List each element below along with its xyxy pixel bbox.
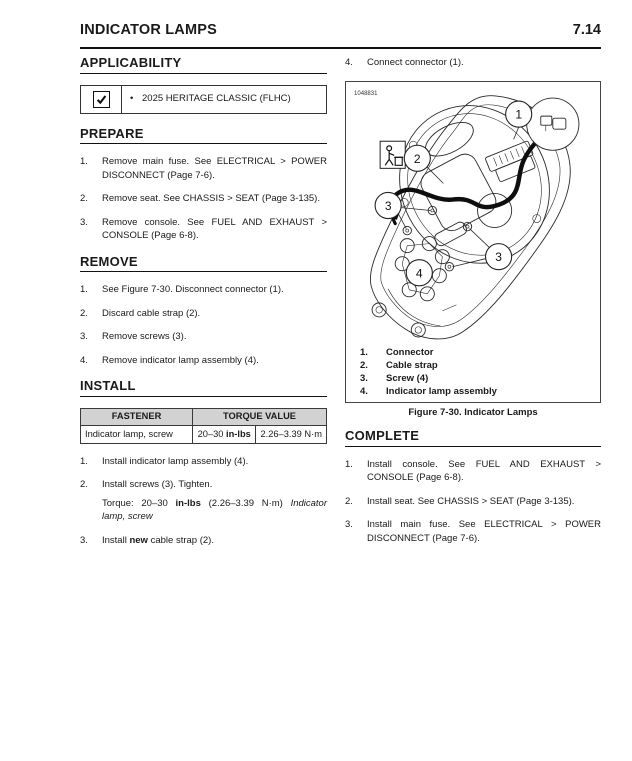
step-text: See Figure 7-30. Disconnect connector (1). — [102, 284, 284, 295]
prepare-step — [80, 155, 327, 182]
install-step-continued — [345, 56, 601, 70]
remove-step — [80, 330, 327, 344]
step-number: 1. — [80, 284, 88, 295]
step-number: 2. — [80, 307, 88, 319]
remove-step — [80, 307, 327, 321]
step-text: Install seat. See CHASSIS > SEAT (Page 3-135). — [367, 495, 575, 507]
step-number: 3. — [80, 216, 88, 228]
fastener-header: FASTENER — [81, 408, 193, 426]
page-number: 7.14 — [572, 22, 601, 38]
right-column — [345, 56, 601, 555]
legend-label: Cable strap — [386, 359, 438, 371]
step-number: 3. — [345, 519, 353, 531]
step-text: Remove indicator lamp assembly (4). — [102, 354, 259, 366]
grommets — [372, 302, 425, 336]
svg-text:4: 4 — [415, 265, 423, 280]
left-column — [80, 56, 327, 557]
step-number: 2. — [80, 479, 88, 490]
legend-label: Screw (4) — [386, 372, 429, 384]
torque-table-row — [81, 426, 327, 444]
model-name: 2025 HERITAGE CLASSIC (FLHC) — [142, 93, 291, 105]
legend-item: 3. Screw (4) — [360, 372, 429, 384]
section-complete: COMPLETE — [345, 429, 601, 447]
checkbox-cell — [81, 86, 122, 113]
step-text — [102, 478, 327, 524]
step-line: Install screws (3). Tighten. — [102, 479, 213, 490]
section-prepare: PREPARE — [80, 127, 327, 145]
step-number: 4. — [345, 57, 353, 68]
section-install: INSTALL — [80, 379, 327, 397]
remove-step — [80, 283, 327, 297]
step-text: Discard cable strap (2). — [102, 307, 201, 319]
wiring-harness — [388, 130, 547, 223]
step-text: Install main fuse. See ELECTRICAL > POWER DISCONNECT (Page 7-6). — [367, 519, 601, 544]
torque-us-cell: 20–30 in-lbs — [192, 426, 256, 444]
torque-spec: Torque: 20–30 in-lbs (2.26–3.39 N·m) Indicator lamp, screw — [102, 497, 327, 522]
figure-caption: Figure 7-30. Indicator Lamps — [408, 406, 538, 418]
torque-metric-cell: 2.26–3.39 N·m — [256, 426, 327, 444]
callout-1 — [506, 101, 532, 127]
step-text: Remove seat. See CHASSIS > SEAT (Page 3-135). — [102, 193, 320, 204]
connector-detail — [527, 98, 579, 150]
callout-3-right — [486, 243, 512, 269]
bullet: • — [130, 93, 134, 105]
step-number: 3. — [80, 534, 88, 546]
step-number: 2. — [345, 495, 353, 507]
svg-text:2: 2 — [413, 151, 421, 166]
discard-icon — [380, 141, 405, 168]
page-header — [80, 22, 601, 38]
install-step — [80, 455, 327, 469]
figure-image-id: 1048831 — [354, 90, 378, 97]
step-number: 4. — [80, 354, 88, 366]
checkmark-icon — [96, 94, 107, 105]
install-step — [80, 478, 327, 524]
page-title: INDICATOR LAMPS — [80, 22, 217, 38]
console-diagram — [346, 82, 600, 345]
svg-text:1: 1 — [515, 107, 523, 122]
torque-table — [80, 408, 327, 444]
model-cell — [122, 86, 326, 113]
remove-step — [80, 354, 327, 368]
legend-label: Connector — [386, 346, 434, 358]
fastener-cell: Indicator lamp, screw — [81, 426, 193, 444]
step-number: 1. — [80, 455, 88, 467]
complete-step — [345, 495, 601, 509]
step-number: 3. — [80, 331, 88, 342]
step-number: 1. — [80, 156, 88, 167]
section-applicability: APPLICABILITY — [80, 56, 327, 74]
complete-step — [345, 458, 601, 485]
step-text: Remove main fuse. See ELECTRICAL > POWER DISCONNECT (Page 7-6). — [102, 156, 327, 181]
prepare-step — [80, 216, 327, 243]
model-checkbox — [93, 91, 110, 108]
torque-value-header: TORQUE VALUE — [192, 408, 326, 426]
applicability-box — [80, 85, 327, 114]
step-text: Install console. See FUEL AND EXHAUST > CONSOLE (Page 6-8). — [367, 458, 601, 484]
legend-item: 4. Indicator lamp assembly — [360, 385, 497, 397]
legend-item: 1. Connector — [360, 346, 434, 358]
torque-table-header-row — [81, 408, 327, 426]
callout-4 — [406, 259, 432, 285]
step-text: Connect connector (1). — [367, 57, 464, 68]
step-text: Remove console. See FUEL AND EXHAUST > CONSOLE (Page 6-8). — [102, 216, 327, 241]
legend-label: Indicator lamp assembly — [386, 385, 497, 397]
header-rule — [80, 47, 601, 49]
figure-legend — [346, 345, 600, 402]
complete-step — [345, 518, 601, 545]
step-number: 2. — [80, 193, 88, 204]
step-text: Remove screws (3). — [102, 331, 187, 342]
callout-2 — [404, 145, 430, 171]
step-number: 1. — [345, 458, 353, 470]
step-text: Install indicator lamp assembly (4). — [102, 455, 249, 467]
section-remove: REMOVE — [80, 255, 327, 273]
install-step — [80, 534, 327, 548]
prepare-step — [80, 192, 327, 206]
callout-3-left — [375, 192, 401, 218]
svg-text:3: 3 — [495, 249, 502, 264]
svg-text:3: 3 — [384, 198, 392, 213]
legend-item: 2. Cable strap — [360, 359, 438, 371]
figure-box — [345, 81, 601, 403]
step-text: Install new cable strap (2). — [102, 534, 214, 546]
